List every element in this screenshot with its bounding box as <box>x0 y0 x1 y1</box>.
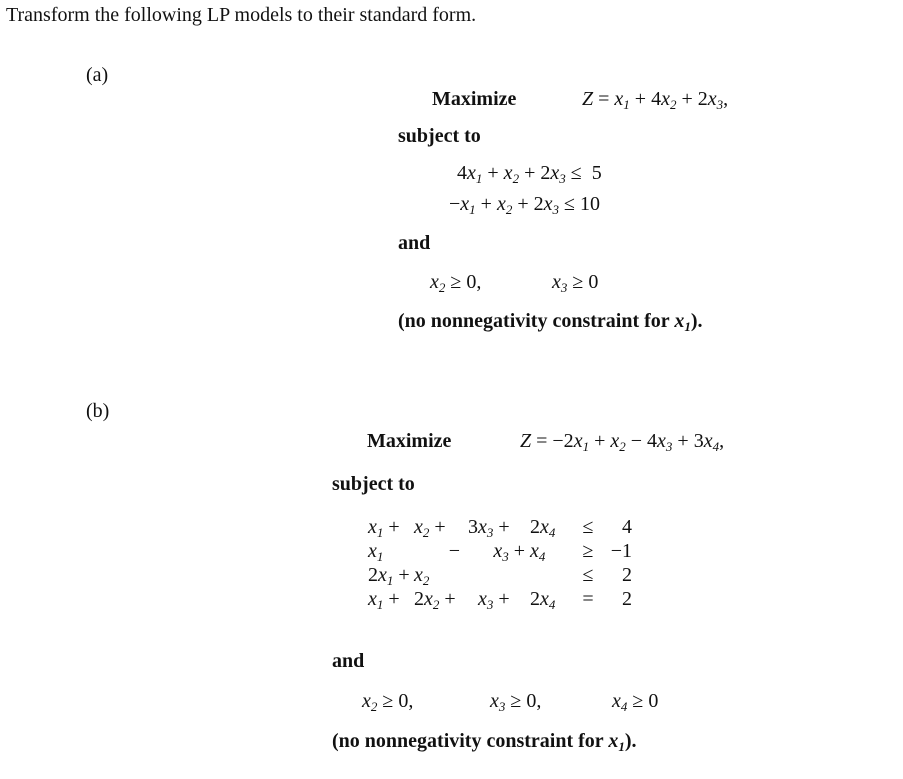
part-a-label: (a) <box>86 64 109 86</box>
part-a-objective: $Z = x_1 + 4x_2 + 2x_3$, <box>582 88 729 112</box>
part-a-nonneg-x2: $x_2 \ge 0$, <box>430 271 482 295</box>
part-a-nonneg-x3: $x_3 \ge 0$ <box>552 271 599 295</box>
part-b-label: (b) <box>86 400 110 422</box>
part-a-subject-to: subject to <box>398 125 481 147</box>
part-b-constraint-3: $2x_1$ + $x_2$ ≤ 2 <box>368 564 632 588</box>
part-b-nonneg-x2: $x_2 \ge 0$, <box>362 690 414 714</box>
part-b-constraint-1: $x_1$ + $x_2$ + $3x_3$ + $2x_4$ ≤ 4 <box>368 516 632 540</box>
part-b-constraint-4: $x_1$ + $2x_2$ + $x_3$ + $2x_4$ = 2 <box>368 588 632 612</box>
part-b-nonneg-x3: $x_3 \ge 0$, <box>490 690 542 714</box>
part-b-maximize: Maximize <box>367 430 452 452</box>
part-b-constraints <box>368 515 632 611</box>
part-a-constraint-1: $4x_1 + x_2 + 2x_3 \le 5$ <box>457 162 602 186</box>
part-b-objective: $Z = -2x_1 + x_2 - 4x_3 + 3x_4$, <box>520 430 725 454</box>
part-b-and: and <box>332 650 365 672</box>
part-b-subject-to: subject to <box>332 473 415 495</box>
instruction-text: Transform the following LP models to their standard form. <box>6 4 477 26</box>
part-a-maximize: Maximize <box>432 88 517 110</box>
part-a-and: and <box>398 232 431 254</box>
part-b-constraint-2: $x_1$ − $x_3$ + $x_4$ ≥ −1 <box>368 540 632 564</box>
part-b-nonneg-x4: $x_4 \ge 0$ <box>612 690 659 714</box>
part-b-note: (no nonnegativity constraint for $x_1$). <box>332 730 637 754</box>
part-a-note: (no nonnegativity constraint for $x_1$). <box>398 310 703 334</box>
part-a-constraint-2: $-x_1 + x_2 + 2x_3 \le 10$ <box>449 193 600 217</box>
